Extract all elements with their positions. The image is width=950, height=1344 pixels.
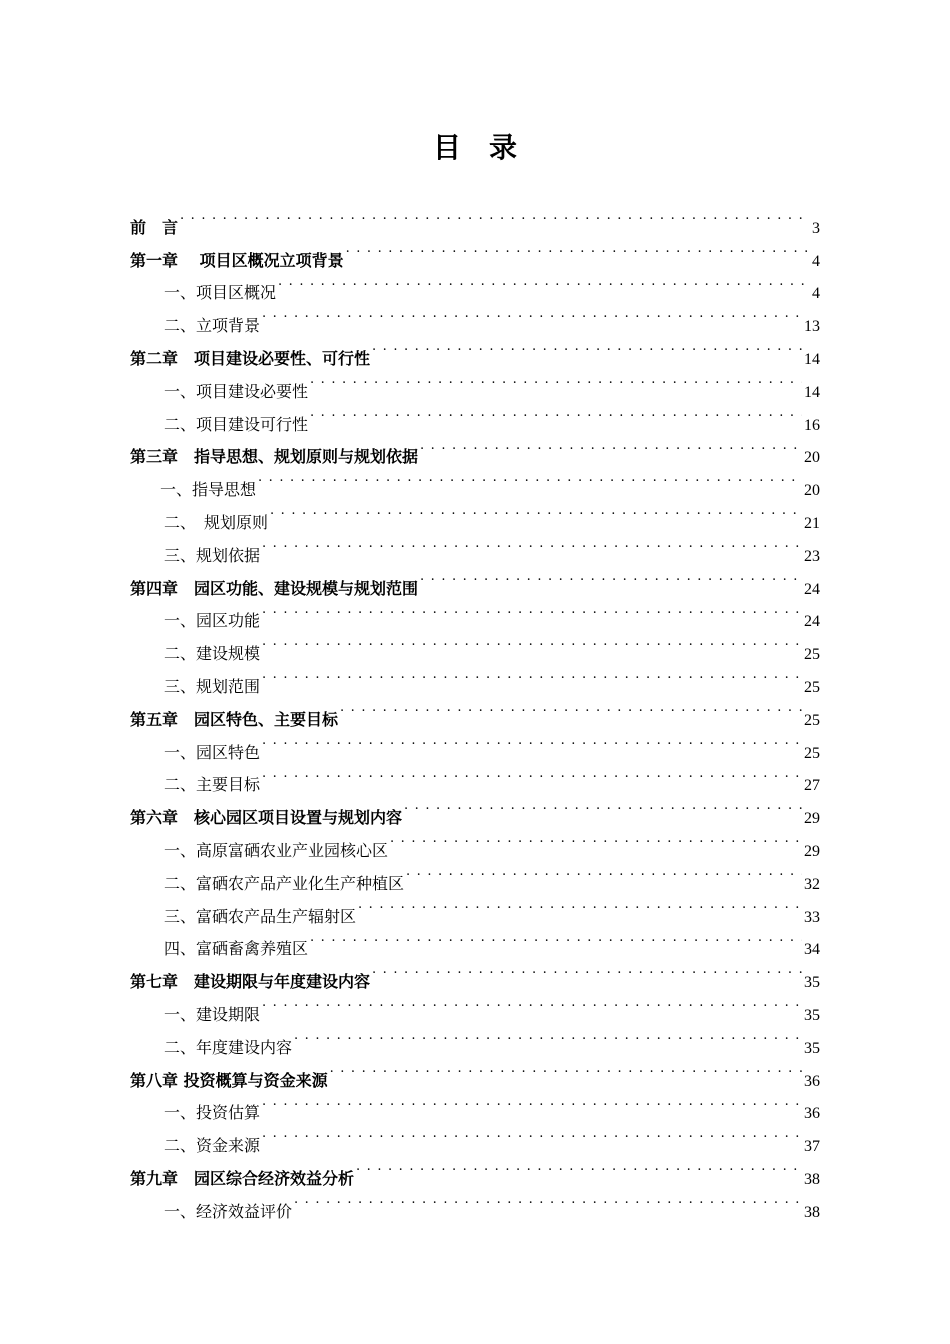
toc-page-number: 24 — [804, 613, 820, 631]
toc-dot-leader — [262, 1086, 802, 1119]
toc-dot-leader — [404, 790, 802, 823]
toc-dot-leader — [346, 233, 810, 266]
toc-dot-leader — [262, 298, 802, 331]
toc-page-number: 37 — [804, 1138, 820, 1156]
toc-dot-leader — [270, 495, 802, 528]
toc-entry-label: 二、立项背景 — [164, 316, 261, 336]
toc-dot-leader — [262, 1118, 802, 1151]
toc-page-number: 29 — [804, 842, 820, 860]
toc-page-number: 25 — [804, 711, 820, 729]
toc-page-number: 38 — [804, 1170, 820, 1188]
toc-dot-leader — [356, 1151, 802, 1184]
toc-dot-leader — [262, 659, 802, 692]
toc-entry-label: 一、园区特色 — [164, 742, 261, 762]
toc-page-number: 36 — [804, 1072, 820, 1090]
toc-page-number: 21 — [804, 514, 820, 532]
toc-chapter-entry[interactable] — [130, 233, 820, 270]
toc-entry-label: 一、建设期限 — [164, 1004, 261, 1024]
toc-entry-label: 三、规划依据 — [164, 545, 261, 565]
toc-dot-leader — [310, 364, 802, 397]
toc-entry-label: 一、指导思想 — [160, 480, 257, 500]
toc-page-number: 14 — [804, 383, 820, 401]
toc-entry-label: 二、主要目标 — [164, 775, 261, 795]
toc-dot-leader — [310, 397, 802, 430]
toc-entry-label: 一、投资估算 — [164, 1103, 261, 1123]
toc-page-number: 35 — [804, 1039, 820, 1057]
toc-entry-label: 二、建设规模 — [164, 644, 261, 664]
toc-dot-leader — [330, 1053, 802, 1086]
toc-entry-label: 第一章 项目区概况立项背景 — [130, 250, 344, 270]
toc-entry-label: 一、园区功能 — [164, 611, 261, 631]
toc-entry-label: 四、富硒畜禽养殖区 — [164, 939, 309, 959]
toc-dot-leader — [420, 561, 802, 594]
toc-page-number: 4 — [812, 252, 820, 270]
toc-dot-leader — [262, 758, 802, 791]
toc-page-number: 35 — [804, 974, 820, 992]
toc-page-number: 33 — [804, 908, 820, 926]
toc-entry-label: 一、项目建设必要性 — [164, 381, 309, 401]
toc-dot-leader — [390, 823, 802, 856]
toc-page-number: 23 — [804, 547, 820, 565]
toc-entry-label: 三、富硒农产品生产辐射区 — [164, 906, 357, 926]
toc-dot-leader — [262, 594, 802, 627]
toc-page-number: 29 — [804, 810, 820, 828]
toc-page-number: 14 — [804, 350, 820, 368]
toc-page-number: 20 — [804, 449, 820, 467]
toc-page-number: 25 — [804, 678, 820, 696]
toc-entry-label: 第九章 园区综合经济效益分析 — [130, 1168, 355, 1188]
toc-page-number: 4 — [812, 285, 820, 303]
toc-entry-label: 第七章 建设期限与年度建设内容 — [130, 972, 371, 992]
toc-dot-leader — [262, 725, 802, 758]
toc-dot-leader — [258, 462, 802, 495]
toc-page-number: 36 — [804, 1105, 820, 1123]
toc-page-number: 32 — [804, 875, 820, 893]
toc-dot-leader — [294, 1184, 802, 1217]
toc-dot-leader — [180, 200, 810, 233]
toc-dot-leader — [294, 1020, 802, 1053]
toc-entry-label: 第四章 园区功能、建设规模与规划范围 — [130, 578, 419, 598]
toc-chapter-entry[interactable] — [130, 200, 820, 237]
toc-page-number: 27 — [804, 777, 820, 795]
toc-dot-leader — [262, 528, 802, 561]
toc-entry-label: 二、富硒农产品产业化生产种植区 — [164, 873, 405, 893]
toc-dot-leader — [340, 692, 802, 725]
toc-dot-leader — [372, 954, 802, 987]
toc-entry-label: 二、年度建设内容 — [164, 1037, 293, 1057]
toc-dot-leader — [420, 430, 802, 463]
toc-entry-label: 前 言 — [130, 217, 179, 237]
toc-entry-label: 一、经济效益评价 — [164, 1201, 293, 1221]
toc-entry-label: 一、高原富硒农业产业园核心区 — [164, 840, 389, 860]
toc-entry-label: 二、 规划原则 — [164, 512, 269, 532]
toc-page-number: 35 — [804, 1006, 820, 1024]
toc-title: 目 录 — [432, 131, 517, 164]
toc-entry-label: 第二章 项目建设必要性、可行性 — [130, 348, 371, 368]
toc-dot-leader — [262, 987, 802, 1020]
toc-entry-label: 二、资金来源 — [164, 1136, 261, 1156]
toc-page-number: 34 — [804, 941, 820, 959]
toc-page-number: 20 — [804, 482, 820, 500]
toc-entry-label: 第三章 指导思想、规划原则与规划依据 — [130, 447, 419, 467]
table-of-contents — [130, 200, 820, 1221]
toc-page-number: 24 — [804, 580, 820, 598]
toc-dot-leader — [358, 889, 802, 922]
toc-entry-label: 一、项目区概况 — [164, 283, 277, 303]
toc-page-number: 25 — [804, 646, 820, 664]
toc-page-number: 38 — [804, 1203, 820, 1221]
toc-entry-label: 三、规划范围 — [164, 676, 261, 696]
toc-entry-label: 第五章 园区特色、主要目标 — [130, 709, 339, 729]
toc-page-number: 13 — [804, 318, 820, 336]
toc-entry-label: 第八章 投资概算与资金来源 — [130, 1070, 328, 1090]
toc-entry-label: 第六章 核心园区项目设置与规划内容 — [130, 808, 403, 828]
toc-page-number: 3 — [812, 219, 820, 237]
toc-dot-leader — [310, 922, 802, 955]
toc-dot-leader — [372, 331, 802, 364]
toc-page-number: 16 — [804, 416, 820, 434]
toc-dot-leader — [278, 266, 810, 299]
toc-entry-label: 二、项目建设可行性 — [164, 414, 309, 434]
toc-dot-leader — [406, 856, 802, 889]
toc-dot-leader — [262, 626, 802, 659]
toc-page-number: 25 — [804, 744, 820, 762]
